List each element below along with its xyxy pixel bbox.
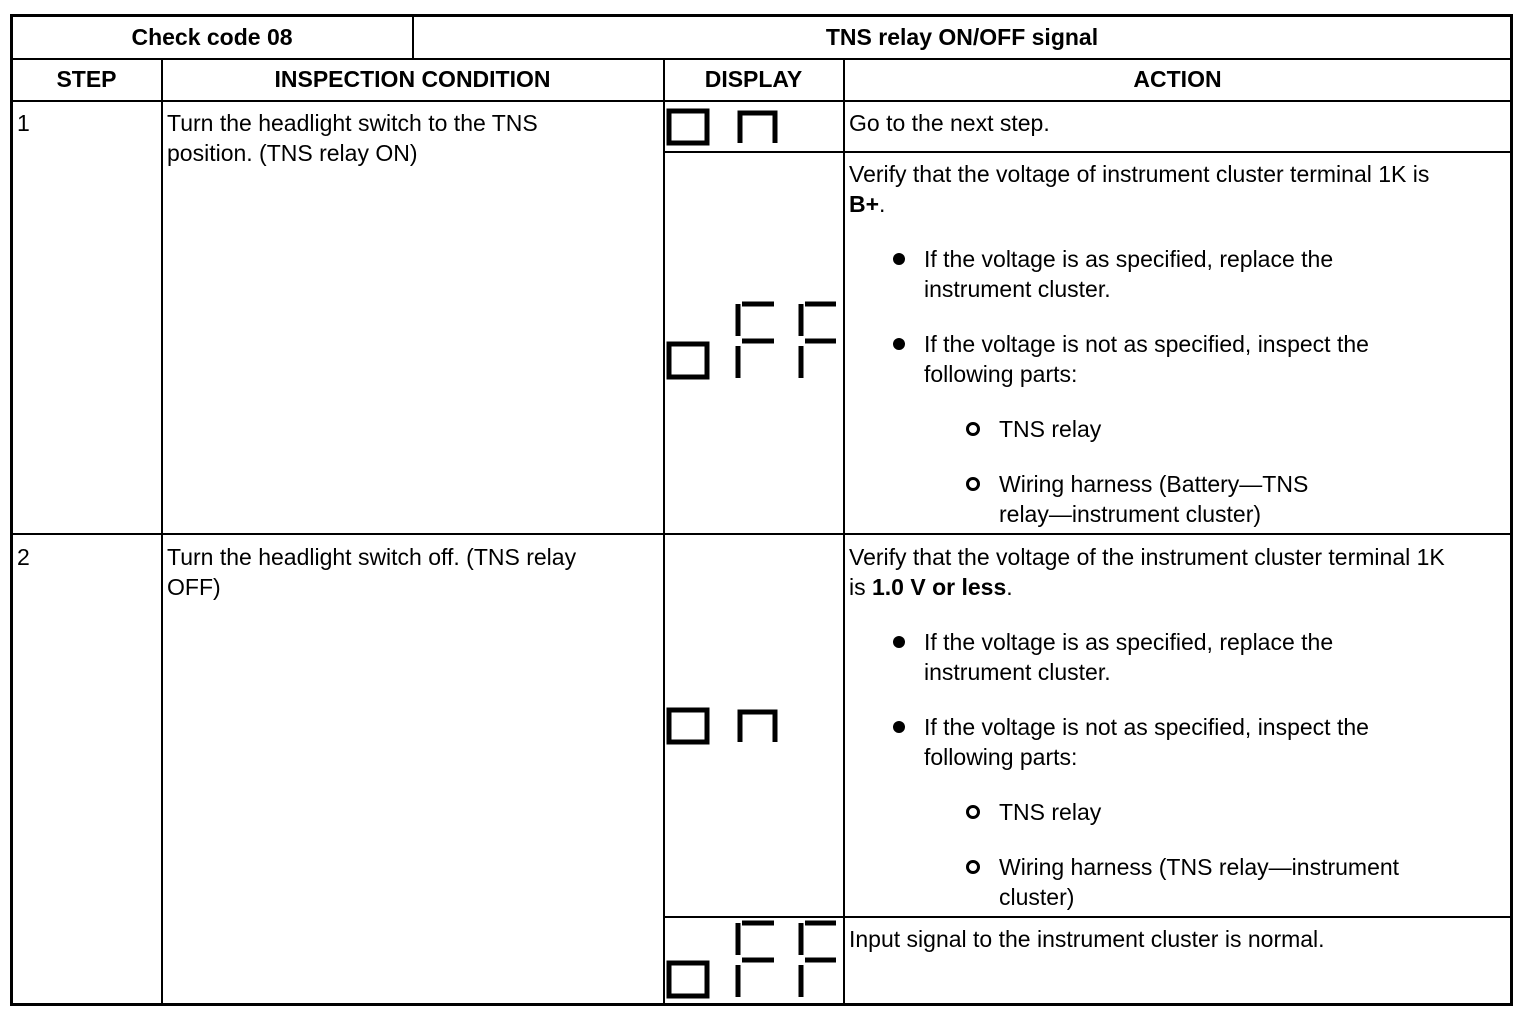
header-display: DISPLAY: [704, 66, 803, 92]
display-on-icon: [666, 105, 786, 147]
display-off-icon: [666, 919, 842, 1001]
sub-bullet-icon: [966, 422, 980, 436]
action-text: Go to the next step.: [849, 110, 1050, 136]
signal-title: TNS relay ON/OFF signal: [825, 24, 1099, 50]
bullet-icon: [893, 636, 905, 648]
header-action: ACTION: [1133, 66, 1222, 92]
condition-line: position. (TNS relay ON): [167, 140, 418, 166]
check-code-title: Check code 08: [131, 24, 293, 50]
action-text: [849, 542, 1509, 602]
header-inspection-condition: INSPECTION CONDITION: [274, 66, 551, 92]
condition-line: OFF): [167, 574, 221, 600]
action-text: [849, 159, 1509, 219]
display-off-icon: [666, 300, 842, 382]
list-item: If the voltage is not as specified, inspect the following parts:: [924, 331, 1369, 387]
row-divider: [12, 100, 1511, 102]
inspection-condition: [167, 542, 657, 602]
sub-bullet-icon: [966, 477, 980, 491]
list-item: If the voltage is as specified, replace the instrument cluster.: [924, 246, 1334, 302]
bullet-icon: [893, 338, 905, 350]
col-divider: [161, 58, 163, 1004]
inspection-condition: [167, 108, 657, 168]
action-line: B+.: [849, 191, 886, 217]
condition-line: Turn the headlight switch to the TNS: [167, 110, 538, 136]
condition-line: Turn the headlight switch off. (TNS relay: [167, 544, 577, 570]
list-item: TNS relay: [999, 799, 1102, 825]
voltage-spec: 1.0 V or less: [872, 574, 1007, 600]
row-divider: [663, 916, 1511, 918]
list-item: If the voltage is as specified, replace the instrument cluster.: [924, 629, 1334, 685]
sub-bullet-icon: [966, 860, 980, 874]
voltage-spec: B+: [849, 191, 880, 217]
action-line: is 1.0 V or less.: [849, 574, 1013, 600]
col-divider: [843, 58, 845, 1004]
row-divider: [663, 151, 1511, 153]
list-item: If the voltage is not as specified, inspect the following parts:: [924, 714, 1369, 770]
list-item: TNS relay: [999, 416, 1102, 442]
action-line: Verify that the voltage of instrument cluster terminal 1K is: [849, 161, 1430, 187]
header-step: STEP: [56, 66, 117, 92]
list-item: Wiring harness (TNS relay—instrument cluster): [999, 854, 1400, 910]
col-divider: [663, 58, 665, 1004]
action-text: Input signal to the instrument cluster is normal.: [849, 926, 1325, 952]
step-number: 2: [17, 544, 30, 570]
bullet-icon: [893, 253, 905, 265]
display-on-icon: [666, 704, 786, 746]
list-item: Wiring harness (Battery—TNS relay—instrument cluster): [999, 471, 1309, 527]
action-line: Verify that the voltage of the instrument cluster terminal 1K: [849, 544, 1445, 570]
bullet-icon: [893, 721, 905, 733]
row-divider: [12, 533, 1511, 535]
step-number: 1: [17, 110, 30, 136]
sub-bullet-icon: [966, 805, 980, 819]
